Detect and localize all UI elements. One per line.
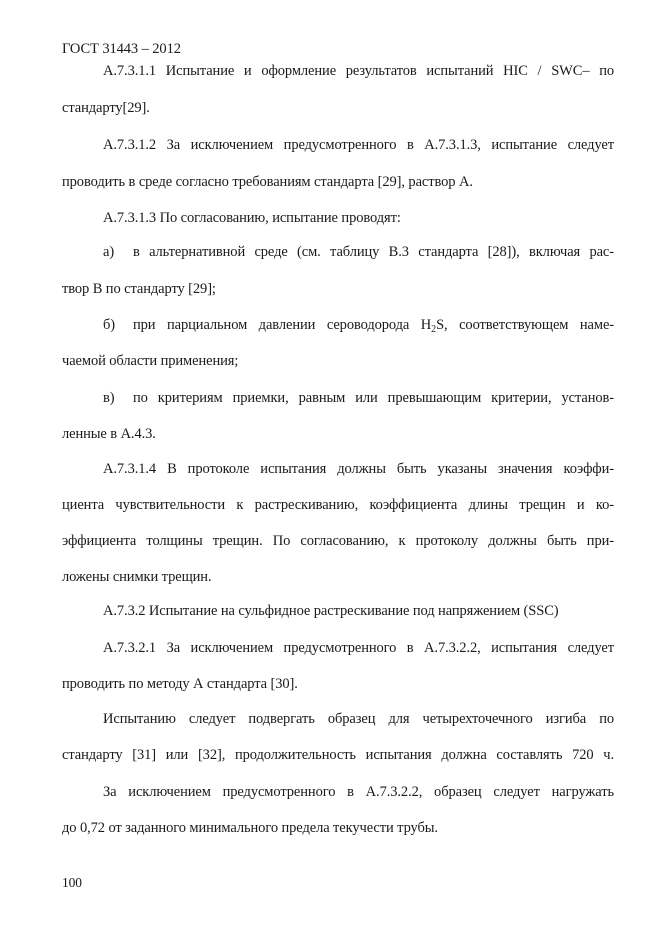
paragraph-line: А.7.3.1.1 Испытание и оформление результатов испытаний HIC / SWC– по — [103, 63, 614, 79]
paragraph-line: А.7.3.1.3 По согласованию, испытание проводят: — [103, 210, 401, 226]
document-header: ГОСТ 31443 – 2012 — [62, 41, 181, 57]
paragraph-line: А.7.3.2.1 За исключением предусмотренного в А.7.3.2.2, испытания следует — [103, 640, 614, 656]
subscript: 2 — [431, 324, 437, 335]
paragraph-line: Испытанию следует подвергать образец для четырехточечного изгиба по — [103, 711, 614, 727]
paragraph-line: до 0,72 от заданного минимального предела текучести трубы. — [62, 820, 438, 836]
list-item-text: в альтернативной среде (см. таблицу В.3 стандарта [28]), включая рас- — [133, 244, 614, 260]
list-item-text: при парциальном давлении сероводорода $H_2S$, соответствующем наме- — [133, 317, 615, 335]
paragraph-line: эффициента толщины трещин. По согласованию, к протоколу должны быть при- — [62, 533, 614, 549]
paragraph-line: стандарту[29]. — [62, 100, 150, 116]
paragraph-line: ленные в А.4.3. — [62, 426, 156, 442]
paragraph-line: А.7.3.1.2 За исключением предусмотренного в А.7.3.1.3, испытание следует — [103, 137, 614, 153]
paragraph-line: стандарту [31] или [32], продолжительность испытания должна составлять 720 ч. — [62, 747, 614, 763]
list-item-text: по критериям приемки, равным или превышающим критерии, установ- — [133, 390, 614, 406]
paragraph-line: За исключением предусмотренного в А.7.3.2.2, образец следует нагружать — [103, 784, 614, 800]
paragraph-line: твор В по стандарту [29]; — [62, 281, 216, 297]
list-item-letter: в) — [103, 390, 115, 406]
paragraph-line: проводить в среде согласно требованиям стандарта [29], раствор А. — [62, 174, 473, 190]
list-item-letter: а) — [103, 244, 115, 260]
paragraph-line: циента чувствительности к растрескиванию, коэффициента длины трещин и ко- — [62, 497, 614, 513]
paragraph-line: А.7.3.1.4 В протоколе испытания должны быть указаны значения коэффи- — [103, 461, 614, 477]
paragraph-line: А.7.3.2 Испытание на сульфидное растрескивание под напряжением (SSC) — [103, 603, 559, 619]
paragraph-line: чаемой области применения; — [62, 353, 239, 369]
list-item-letter: б) — [103, 317, 116, 333]
page-number: 100 — [62, 875, 82, 890]
paragraph-line: проводить по методу А стандарта [30]. — [62, 676, 298, 692]
paragraph-line: ложены снимки трещин. — [62, 569, 212, 585]
